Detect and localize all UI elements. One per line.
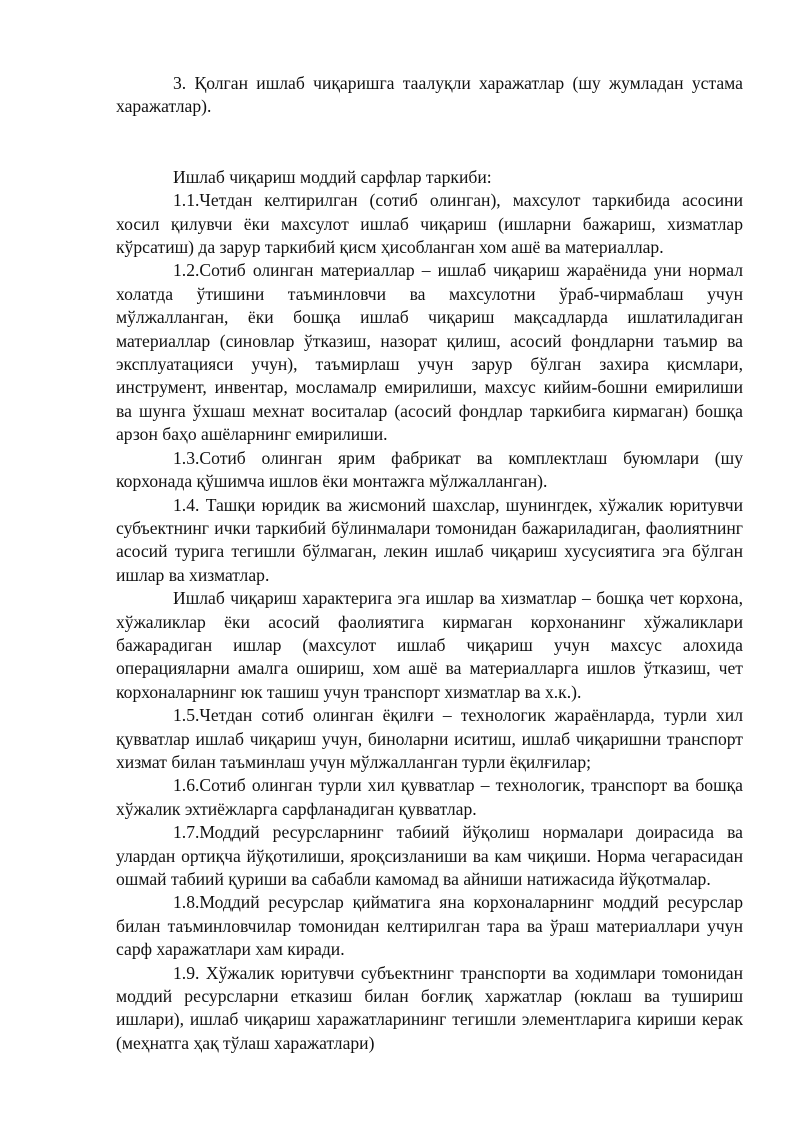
paragraph-1-8: 1.8.Моддий ресурслар қийматига яна корхоналарнинг моддий ресурслар билан таъминловчилар томонидан келтирилган тара ва ўраш материаллари учун сарф харажатлари хам киради. (116, 892, 743, 960)
item-3-paragraph: 3. Қолган ишлаб чиқаришга таалуқли харажатлар (шу жумладан устама харажатлар). (116, 73, 743, 117)
paragraph-services: Ишлаб чиқариш характерига эга ишлар ва хизматлар – бошқа чет корхона, хўжаликлар ёки асосий фаолиятига кирмаган корхонанинг хўжаликлари бажарадиган ишлар (махсулот ишлаб чиқариш учун махсус алохида операцияларни амалга ошириш, хом ашё ва материалларга ишлов ўтказиш, чет корхоналарнинг юк ташиш учун транспорт хизматлар ва х.к.). (116, 588, 743, 702)
paragraph-1-7: 1.7.Моддий ресурсларнинг табиий йўқолиш нормалари доирасида ва улардан ортиқча йўқотилиши, яроқсизланиши ва кам чиқиши. Норма чегарасидан ошмай табиий қуриши ва сабабли камомад ва айниши натижасида йўқотмалар. (116, 822, 743, 889)
section-gap (116, 119, 743, 166)
paragraph-1-5: 1.5.Четдан сотиб олинган ёқилғи – технологик жараёнларда, турли хил қувватлар ишлаб чиқариш учун, биноларни иситиш, ишлаб чиқаришни транспорт хизмат билан таъминлаш учун мўлжалланган турли ёқилғилар; (116, 705, 743, 772)
paragraph-1-1: 1.1.Четдан келтирилган (сотиб олинган), махсулот таркибида асосини хосил қилувчи ёки махсулот ишлаб чиқариш (ишларни бажариш, хизматлар кўрсатиш) да зарур таркибий қисм ҳисобланган хом ашё ва материаллар. (116, 190, 743, 258)
paragraph-1-4: 1.4. Ташқи юридик ва жисмоний шахслар, шунингдек, хўжалик юритувчи субъектнинг ички таркибий бўлинмалари томонидан бажариладиган, фаолиятнинг асосий турига тегишли бўлмаган, лекин ишлаб чиқариш хусусиятига эга бўлган ишлар ва хизматлар. (116, 494, 743, 585)
paragraph-1-2: 1.2.Сотиб олинган материаллар – ишлаб чиқариш жараёнида уни нормал холатда ўтишини таъминловчи ва махсулотни ўраб-чирмаблаш учун мўлжалланган, ёки бошқа ишлаб чиқариш мақсадларда ишлатиладиган материаллар (синовлар ўтказиш, назорат қилиш, асосий фондларни таъмир ва эксплуатацияси учун), таъмирлаш учун зарур бўлган захира қисмлари, инструмент, инвентар, мосламалр емирилиши, махсус кийим-бошни емирилиши ва шунга ўхшаш мехнат воситалар (асосий фондлар таркибига кирмаган) бошқа арзон баҳо ашёларнинг емирилиши. (116, 260, 743, 445)
paragraph-1-6: 1.6.Сотиб олинган турли хил қувватлар – технологик, транспорт ва бошқа хўжалик эхтиёжларга сарфланадиган қувватлар. (116, 775, 743, 819)
paragraph-1-9: 1.9. Хўжалик юритувчи субъектнинг транспорти ва ходимлари томонидан моддий ресурсларни етказиш билан боғлиқ харжатлар (юклаш ва тушириш ишлари), ишлаб чиқариш харажатларининг тегишли элементларига кириши керак (меҳнатга ҳақ тўлаш харажатлари) (116, 962, 743, 1053)
document-page (116, 72, 743, 1055)
section-heading: Ишлаб чиқариш моддий сарфлар таркиби: (173, 166, 492, 187)
paragraph-1-3: 1.3.Сотиб олинган ярим фабрикат ва комплектлаш буюмлари (шу корхонада қўшимча ишлов ёки монтажга мўлжалланган). (116, 447, 743, 492)
